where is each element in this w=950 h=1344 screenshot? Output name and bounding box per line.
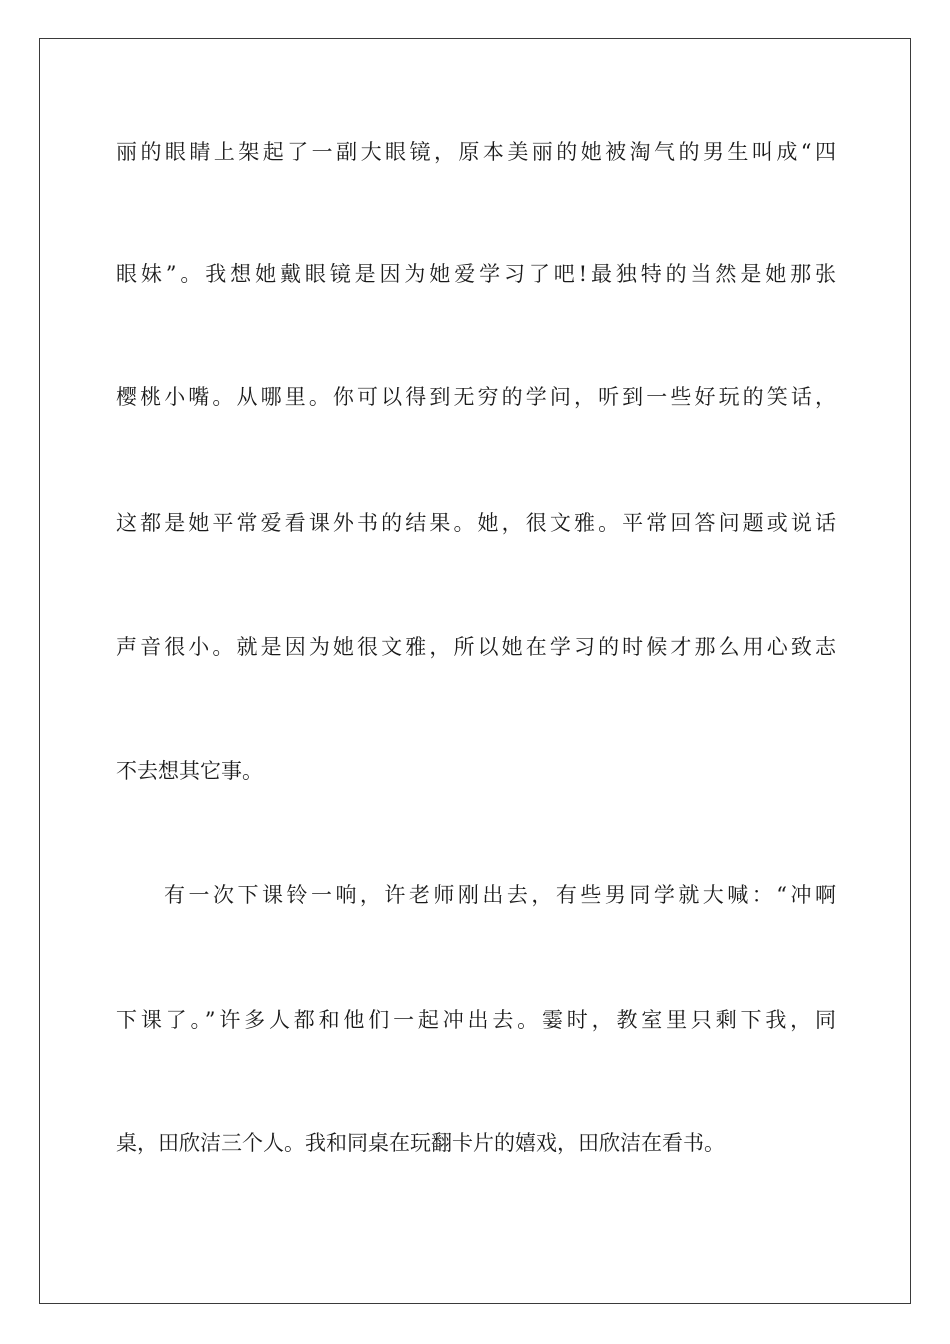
page-frame (39, 38, 911, 1304)
text-line: 这都是她平常爱看课外书的结果。她，很文雅。平常回答问题或说话 (116, 511, 836, 535)
text-line: 不去想其它事。 (116, 759, 263, 783)
text-line: 声音很小。就是因为她很文雅，所以她在学习的时候才那么用心致志 (116, 635, 836, 659)
text-line: 桌，田欣洁三个人。我和同桌在玩翻卡片的嬉戏，田欣洁在看书。 (116, 1131, 725, 1155)
text-line: 眼妹”。我想她戴眼镜是因为她爱学习了吧!最独特的当然是她那张 (116, 262, 836, 286)
paragraph-first-line: 有一次下课铃一响，许老师刚出去，有些男同学就大喊：“冲啊 (164, 883, 836, 907)
text-line: 下课了。”许多人都和他们一起冲出去。霎时，教室里只剩下我，同 (116, 1008, 836, 1032)
text-line: 丽的眼睛上架起了一副大眼镜，原本美丽的她被淘气的男生叫成“四 (116, 140, 836, 164)
text-line: 樱桃小嘴。从哪里。你可以得到无穷的学问，听到一些好玩的笑话， (116, 385, 836, 409)
